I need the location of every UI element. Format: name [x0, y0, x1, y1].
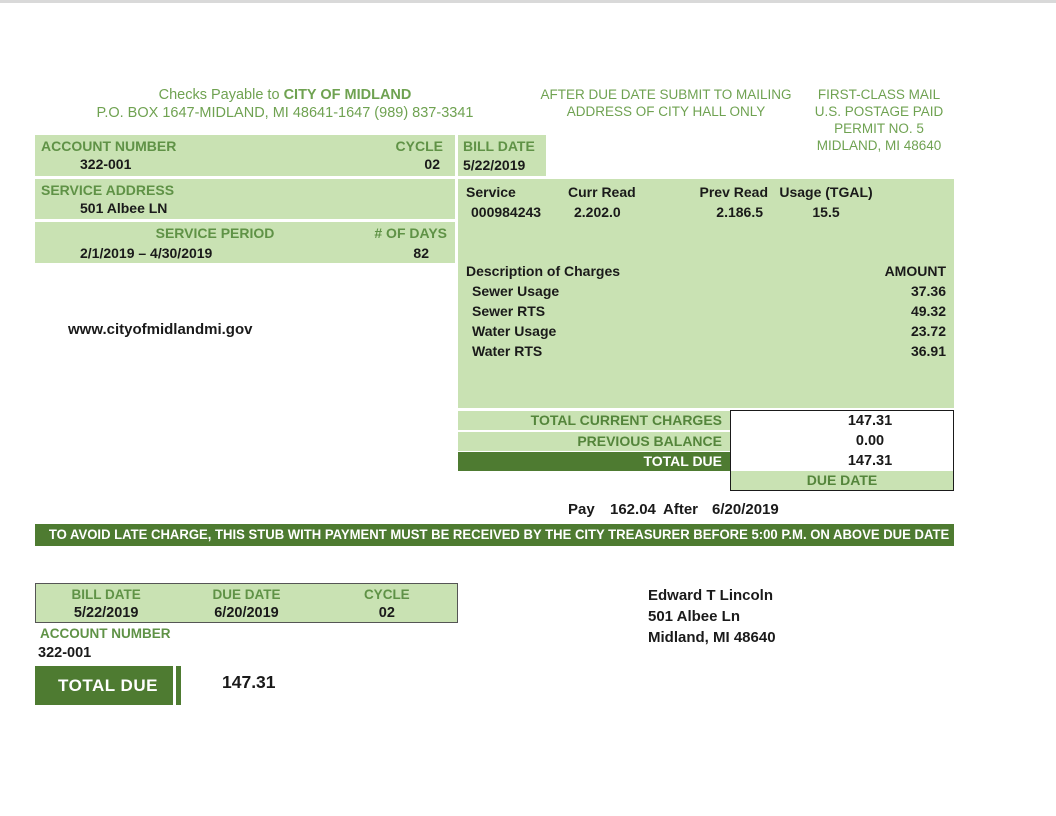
- total-due-label: TOTAL DUE: [458, 452, 730, 471]
- meter-col-curr-read: Curr Read: [568, 184, 636, 200]
- totals-value-box: [730, 410, 954, 491]
- charge-item-label: Water Usage: [472, 323, 557, 339]
- postage-line2: U.S. POSTAGE PAID: [814, 104, 944, 119]
- bill-date-cell: [458, 135, 546, 176]
- account-number-label: ACCOUNT NUMBER: [41, 138, 177, 154]
- remit-prefix: Checks Payable to: [158, 87, 284, 103]
- postage-line3: PERMIT NO. 5: [834, 121, 924, 136]
- stub-account-number-label: ACCOUNT NUMBER: [40, 626, 171, 641]
- total-current-charges-value: 147.31: [847, 413, 893, 429]
- due-date-label: DUE DATE: [731, 471, 953, 490]
- stub-cycle-col: [317, 584, 457, 622]
- stub-due-date-label: DUE DATE: [212, 587, 281, 602]
- stub-cycle-value: 02: [378, 605, 395, 621]
- charge-item-amount: 23.72: [910, 323, 946, 339]
- meter-prev-read-value: 2.186.5: [716, 204, 763, 220]
- website-url: www.cityofmidlandmi.gov: [68, 321, 253, 338]
- stub-total-due-box: TOTAL DUE: [35, 666, 181, 705]
- cycle-label: CYCLE: [395, 138, 443, 154]
- stub-due-date-col: [176, 584, 316, 622]
- service-address-label: SERVICE ADDRESS: [41, 182, 175, 198]
- previous-balance-value: 0.00: [855, 433, 885, 449]
- charge-item-label: Sewer RTS: [472, 303, 546, 319]
- addressee-block: [648, 585, 776, 648]
- after-due-line2: ADDRESS OF CITY HALL ONLY: [566, 104, 766, 119]
- service-address-table: [35, 179, 455, 219]
- cycle-value: 02: [424, 156, 440, 172]
- charges-title: Description of Charges: [466, 263, 621, 279]
- meter-service-value: 000984243: [471, 204, 542, 220]
- late-charge-banner: [35, 524, 954, 546]
- stub-bill-date-label: BILL DATE: [71, 587, 141, 602]
- meter-usage-value: 15.5: [812, 204, 840, 220]
- page-top-border: [0, 0, 1056, 3]
- after-due-line1: AFTER DUE DATE SUBMIT TO MAILING: [540, 87, 792, 102]
- charges-amount-header: AMOUNT: [884, 263, 946, 279]
- after-label: After: [663, 501, 699, 518]
- bill-date-value: 5/22/2019: [463, 157, 526, 173]
- previous-balance-label: PREVIOUS BALANCE: [458, 432, 730, 451]
- days-value: 82: [413, 245, 429, 261]
- remit-payable-line: [85, 86, 485, 104]
- meter-col-prev-read: Prev Read: [699, 184, 768, 200]
- stub-account-number-value: 322-001: [38, 645, 92, 661]
- late-amount: 162.04: [610, 501, 656, 518]
- addressee-city: Midland, MI 48640: [648, 629, 776, 646]
- charges-panel: [458, 179, 954, 408]
- stub-total-due-amount: 147.31: [222, 672, 276, 692]
- addressee-street: 501 Albee Ln: [648, 608, 740, 625]
- meter-col-service: Service: [466, 184, 516, 200]
- late-pay-line: [0, 501, 1056, 521]
- service-period-table: [35, 222, 455, 263]
- charge-item-amount: 49.32: [910, 303, 946, 319]
- service-period-value: 2/1/2019 – 4/30/2019: [80, 245, 213, 261]
- charge-item-amount: 36.91: [910, 343, 946, 359]
- service-period-label: SERVICE PERIOD: [155, 225, 275, 241]
- meter-curr-read-value: 2.202.0: [574, 204, 621, 220]
- postage-line4: MIDLAND, MI 48640: [816, 138, 942, 153]
- meter-col-usage: Usage (TGAL): [779, 184, 873, 200]
- account-number-table: [35, 135, 455, 176]
- total-due-value: 147.31: [847, 453, 893, 469]
- pay-label: Pay: [568, 501, 595, 518]
- late-charge-notice: TO AVOID LATE CHARGE, THIS STUB WITH PAYMENT MUST BE RECEIVED BY THE CITY TREASURER BEFORE 5:00 P.M. ON ABOVE DUE DATE: [48, 527, 950, 542]
- service-address-value: 501 Albee LN: [80, 200, 168, 216]
- stub-bill-date-value: 5/22/2019: [73, 605, 139, 621]
- remit-header: [85, 86, 485, 122]
- remit-address-line: P.O. BOX 1647-MIDLAND, MI 48641-1647 (989) 837-3341: [96, 105, 474, 121]
- bill-date-label: BILL DATE: [463, 138, 535, 154]
- stub-due-date-value: 6/20/2019: [214, 605, 279, 621]
- postage-block: [798, 86, 960, 154]
- after-due-note: [538, 86, 794, 120]
- charge-item-amount: 37.36: [910, 283, 946, 299]
- late-date: 6/20/2019: [712, 501, 779, 518]
- charge-item-label: Sewer Usage: [472, 283, 560, 299]
- stub-bill-date-col: [36, 584, 176, 622]
- account-number-value: 322-001: [80, 156, 132, 172]
- addressee-name: Edward T Lincoln: [648, 587, 774, 604]
- remit-payee: CITY OF MIDLAND: [283, 87, 412, 103]
- total-current-charges-label: TOTAL CURRENT CHARGES: [458, 411, 730, 430]
- days-label: # OF DAYS: [374, 225, 447, 241]
- postage-line1: FIRST-CLASS MAIL: [817, 87, 941, 102]
- stub-dates-table: [35, 583, 458, 623]
- stub-cycle-label: CYCLE: [363, 587, 410, 602]
- charge-item-label: Water RTS: [472, 343, 543, 359]
